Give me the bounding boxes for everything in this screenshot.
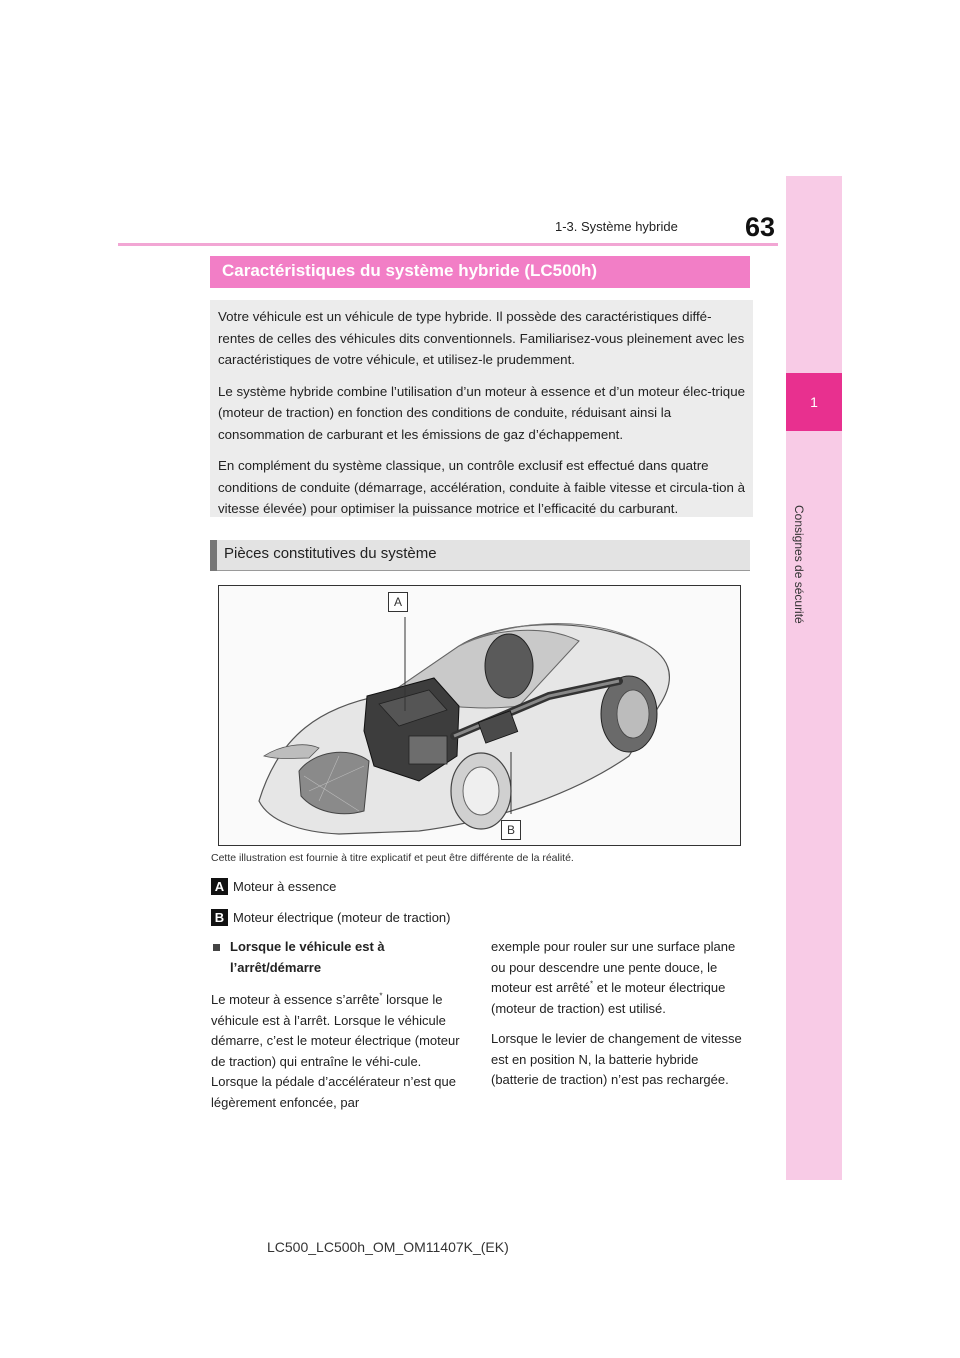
- components-heading: Pièces constitutives du système: [224, 545, 437, 562]
- car-drawing: [219, 586, 740, 845]
- chapter-side-strip: [786, 176, 842, 1180]
- left-paragraph-start: Le moteur à essence s’arrête: [211, 992, 380, 1007]
- callout-a-label: [388, 592, 408, 612]
- chapter-title: Consignes de sécurité: [792, 505, 806, 624]
- car-illustration: [218, 585, 741, 846]
- footer-manual-code: LC500_LC500h_OM_OM11407K_(EK): [267, 1239, 509, 1255]
- header-divider: [118, 243, 778, 246]
- callout-b-label: [501, 820, 521, 840]
- left-column: [211, 937, 466, 1123]
- callout-a-text: A: [393, 595, 402, 609]
- right-paragraph-1: [491, 937, 749, 1019]
- right-column: [491, 937, 749, 1101]
- legend-text-a: Moteur à essence: [233, 879, 337, 894]
- right-paragraph-2: Lorsque le levier de changement de vitesse est en position N, la batterie hybride (batterie de traction) n’est pas rechargée.: [491, 1031, 742, 1087]
- legend-badge-b: B: [211, 909, 228, 926]
- left-paragraph-end: lorsque le véhicule est à l’arrêt. Lorsque le véhicule démarre, c’est le moteur électrique (moteur de traction) qui entraîne le véhi-cule. Lorsque la pédale d’accélérateur n’est que légèrement enfoncée, par: [211, 992, 460, 1110]
- intro-paragraph: Le système hybride combine l’utilisation d’un moteur à essence et d’un moteur élec-trique (moteur de traction) en fonction des conditions de conduite, réduisant ainsi la consommation de carburant et les émissions de gaz d’échappement.: [218, 383, 745, 442]
- intro-paragraph: Votre véhicule est un véhicule de type hybride. Il possède des caractéristiques diffé-rentes de celles des véhicules dits conventionnels. Familiarisez-vous pleinement avec les caractéristiques de votre véhicule, et utilisez-le prudemment.: [218, 309, 745, 367]
- right-paragraph-1-start: exemple pour rouler sur une surface plane ou pour descendre une pente douce, le moteur est arrêté: [491, 939, 736, 995]
- section-label: 1-3. Système hybride: [555, 219, 678, 234]
- footnote-marker: *: [379, 991, 383, 1001]
- intro-text: [218, 306, 746, 530]
- page-number: 63: [745, 212, 776, 242]
- left-paragraph: [211, 990, 466, 1113]
- chapter-number-tab: [786, 373, 842, 431]
- callout-b-text: B: [506, 823, 515, 837]
- chapter-number: 1: [810, 394, 818, 410]
- heading-accent-bar: [210, 540, 217, 571]
- footnote-marker: *: [590, 979, 594, 989]
- banner-title: Caractéristiques du système hybride (LC500h): [222, 261, 598, 280]
- legend-text-b: Moteur électrique (moteur de traction): [233, 910, 451, 925]
- subheading: [211, 937, 466, 978]
- figure-caption: Cette illustration est fournie à titre explicatif et peut être différente de la réalité.: [211, 852, 574, 864]
- subheading-text: Lorsque le véhicule est à l’arrêt/démarre: [230, 939, 385, 975]
- intro-paragraph: En complément du système classique, un contrôle exclusif est effectué dans quatre conditions de conduite (démarrage, accélération, conduite à faible vitesse et circula-tion à vitesse élevée) pour optimiser la puissance motrice et l’efficacité du carburant.: [218, 458, 746, 516]
- right-paragraph-1-end: et le moteur électrique (moteur de traction) est utilisé.: [491, 980, 726, 1016]
- legend-badge-a: A: [211, 878, 228, 895]
- square-bullet-icon: [213, 944, 220, 951]
